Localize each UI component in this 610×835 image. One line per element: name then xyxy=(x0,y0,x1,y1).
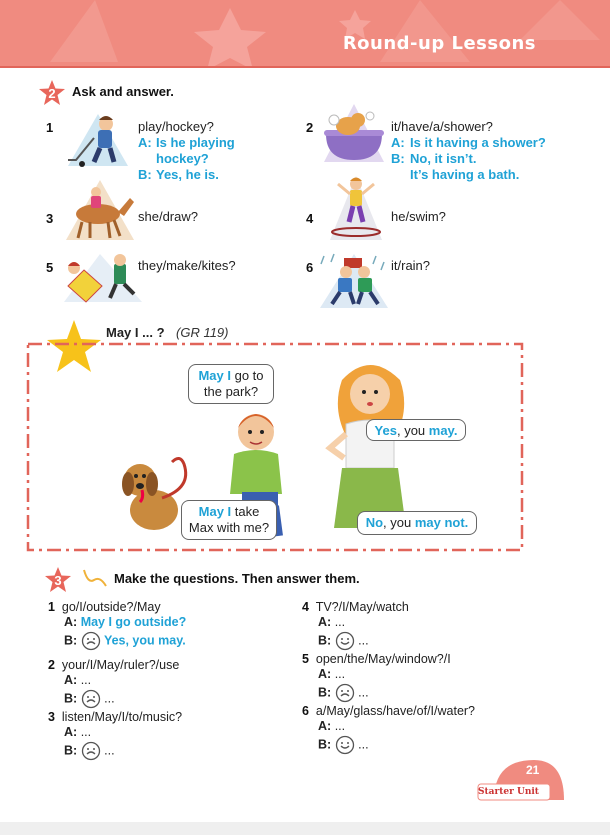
item-2-b-text-line2: It’s having a bath. xyxy=(410,167,520,182)
header-title: Round-up Lessons xyxy=(342,33,536,54)
sad-face-icon xyxy=(335,683,355,703)
speech-bubble-woman-2: No, you may not. xyxy=(357,511,477,535)
sad-face-icon xyxy=(81,741,101,761)
speech-bubble-boy-2: May I take Max with me? xyxy=(181,500,277,540)
exercise-6-b-line: B: ... xyxy=(318,735,369,755)
exercise-3-prompt-line: 3 listen/May/I/to/music? xyxy=(48,710,183,724)
item-2-b-text-line1: No, it isn’t. xyxy=(410,151,477,166)
dog-picture xyxy=(122,458,186,530)
speech-bubble-boy-1: May I go to the park? xyxy=(188,364,274,404)
sad-face-icon xyxy=(81,689,101,709)
exercise-2-prompt-line: 2 your/I/May/ruler?/use xyxy=(48,658,180,672)
item-1-number: 1 xyxy=(46,120,54,135)
section-2-title: Ask and answer. xyxy=(72,84,174,99)
woman-picture xyxy=(330,365,406,528)
happy-face-icon xyxy=(335,631,355,651)
item-6-prompt: it/rain? xyxy=(391,258,431,273)
dog-in-bath-picture xyxy=(318,100,388,166)
sad-face-icon xyxy=(81,631,101,651)
item-5-number: 5 xyxy=(46,260,54,275)
exercise-4-a-line: A: ... xyxy=(318,615,346,629)
exercise-3-a-line: A: ... xyxy=(64,725,92,739)
exercise-1-a-line: A: May I go outside? xyxy=(64,615,187,629)
item-1-b-text: Yes, he is. xyxy=(156,167,219,182)
item-4-number: 4 xyxy=(306,211,314,226)
item-2-a-label: A: xyxy=(391,135,405,150)
item-5-prompt: they/make/kites? xyxy=(138,258,236,273)
exercise-6-a-line: A: ... xyxy=(318,719,346,733)
exercise-3-b-line: B: ... xyxy=(64,741,115,761)
header-divider xyxy=(0,66,610,68)
item-1-prompt: play/hockey? xyxy=(138,119,214,134)
exercise-2-b-line: B: ... xyxy=(64,689,115,709)
page-header xyxy=(0,0,610,68)
grammar-title: May I ... ? xyxy=(106,325,165,340)
exercise-5-b-line: B: ... xyxy=(318,683,369,703)
girl-on-horse-picture xyxy=(62,176,136,242)
unit-label: Starter Unit xyxy=(478,787,539,797)
section-2-badge: 2 xyxy=(38,79,66,107)
item-6-number: 6 xyxy=(306,260,314,275)
exercise-1-prompt-line: 1 go/I/outside?/May xyxy=(48,600,161,614)
speech-bubble-woman-1: Yes, you may. xyxy=(366,419,466,441)
exercise-5-a-line: A: ... xyxy=(318,667,346,681)
page-bottom-edge xyxy=(0,822,610,835)
page-number: 21 xyxy=(526,763,540,777)
item-4-prompt: he/swim? xyxy=(391,209,446,224)
hockey-player-picture xyxy=(64,110,132,170)
item-1-a-text-line2: hockey? xyxy=(156,151,209,166)
item-1-a-text-line1: Is he playing xyxy=(156,135,235,150)
children-in-rain-picture xyxy=(316,250,390,310)
item-2-a-text: Is it having a shower? xyxy=(410,135,546,150)
item-3-number: 3 xyxy=(46,211,54,226)
exercise-4-b-line: B: ... xyxy=(318,631,369,651)
exercise-4-prompt-line: 4 TV?/I/May/watch xyxy=(302,600,409,614)
item-1-b-label: B: xyxy=(138,167,152,182)
exercise-1-b-line: B: Yes, you may. xyxy=(64,631,186,651)
boy-jumping-picture xyxy=(326,172,386,242)
item-1-a-label: A: xyxy=(138,135,152,150)
pencil-writing-icon xyxy=(80,566,110,590)
item-2-b-label: B: xyxy=(391,151,405,166)
grammar-reference: (GR 119) xyxy=(176,325,229,340)
item-2-number: 2 xyxy=(306,120,314,135)
item-2-prompt: it/have/a/shower? xyxy=(391,119,493,134)
item-3-prompt: she/draw? xyxy=(138,209,198,224)
exercise-6-prompt-line: 6 a/May/glass/have/of/I/water? xyxy=(302,704,476,718)
happy-face-icon xyxy=(335,735,355,755)
exercise-5-prompt-line: 5 open/the/May/window?/I xyxy=(302,652,451,666)
children-making-kites-picture xyxy=(60,252,146,306)
exercise-2-a-line: A: ... xyxy=(64,673,92,687)
section-3-badge: 3 xyxy=(44,566,72,594)
section-3-title: Make the questions. Then answer them. xyxy=(114,571,360,586)
